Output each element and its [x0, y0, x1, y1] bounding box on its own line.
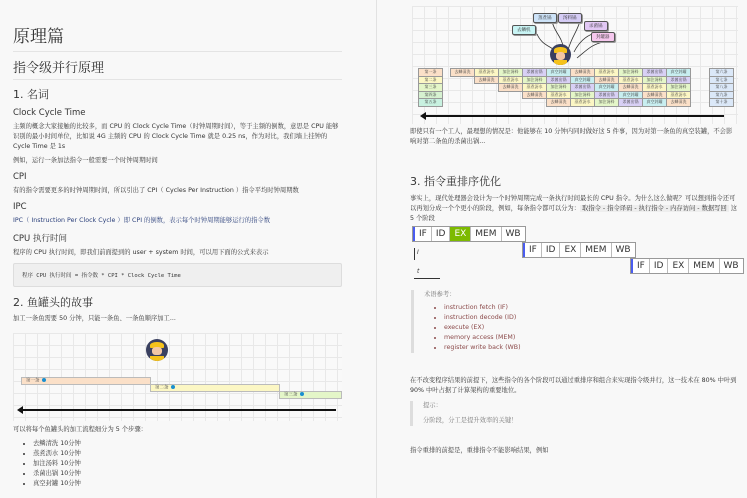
heading-ipc: IPC	[13, 202, 27, 212]
list-item: • 真空封罐 10分钟	[33, 479, 342, 489]
mindmap-node: 封罐器	[591, 32, 615, 42]
fish-label: 第六条	[710, 69, 734, 77]
sequential-diagram	[13, 333, 342, 421]
stage-mem: MEM	[581, 243, 611, 257]
steps-section	[13, 425, 342, 489]
stage-cell	[475, 91, 499, 99]
stage-id: ID	[542, 243, 561, 257]
fish-label: 第三条	[419, 84, 443, 92]
paragraph: 在不改变程序结果的前提下，这些指令的各个阶段可以通过重排序和组合来实现指令级并行，这一技术在 80% 中叶到 90% 中叶占据了计算架构的重要地位。	[410, 377, 737, 394]
pipeline-fish-diagram	[412, 6, 738, 124]
stage-cell	[499, 99, 523, 107]
terms-blockquote	[411, 290, 731, 353]
pipeline-stage-table	[450, 68, 691, 107]
paragraph: 即使只有一个工人，最理想的情况是：他能够在 10 分钟内同时做好这 5 件事，因为对第一条鱼的真空装罐，不会影响对第二条鱼的杀菌出锅...	[410, 128, 733, 145]
arrow-head-icon	[420, 112, 426, 120]
stage-cell: 加注汤料	[595, 99, 619, 107]
list-item: • 蒸煮沥水 10分钟	[33, 449, 342, 459]
info-icon	[300, 392, 304, 396]
stage-cell: 蒸煮沥水	[619, 76, 643, 84]
stage-cell: 蒸煮沥水	[523, 84, 547, 92]
stage-wb: WB	[612, 243, 635, 257]
fish-label: 第一条	[419, 69, 443, 77]
stage-cell: 蒸煮沥水	[547, 91, 571, 99]
stage-ex: EX	[668, 259, 689, 273]
stage-cell: 去鳞清洗	[499, 84, 523, 92]
right-content-2	[410, 376, 738, 456]
list-item: • 杀菌出锅 10分钟	[33, 469, 342, 479]
heading-fish-story: 2. 鱼罐头的故事	[13, 296, 93, 309]
left-page	[13, 22, 342, 324]
stage-if: IF	[415, 227, 432, 241]
heading-terms: 1. 名词	[13, 88, 49, 101]
stage-cell: 杀菌出锅	[595, 91, 619, 99]
paragraph: 指令重排的前提是，重排指令不能影响结果，例如	[410, 447, 549, 454]
axis-label-t: t	[417, 268, 420, 275]
page-title: 原理篇	[13, 27, 64, 47]
paragraph: 主频的概念大家接触的比较多，而 CPU 的 Clock Cycle Time（时钟周期时间），等于主频的倒数，意思是 CPU 能够识别的最小时间单位，比如说 4G 主频的 CPU 的 Clock Cycle Time 就是 0.25 ns，作为对比，我们墙上挂钟的 Cycle Time 是 1s	[13, 123, 339, 150]
stage-cell: 加注汤料	[547, 84, 571, 92]
stage-cell: 去鳞清洗	[523, 91, 547, 99]
mindmap-node: 去鳞机	[512, 25, 536, 35]
fish-labels-left	[418, 68, 443, 107]
steps-list	[13, 439, 342, 489]
stage-cell	[451, 76, 475, 84]
stage-cell: 去鳞清洗	[619, 84, 643, 92]
heading-reorder: 3. 指令重排序优化	[410, 175, 501, 188]
info-icon	[171, 385, 175, 389]
terms-title: 术语参考：	[424, 291, 456, 298]
stage-cell: 蒸煮沥水	[499, 76, 523, 84]
paragraph: 可以将每个鱼罐头的加工流程细分为 5 个步骤：	[13, 426, 147, 433]
code-block: 程序 CPU 执行时间 = 指令数 * CPI * Clock Cycle Time	[13, 263, 342, 287]
fish-bar: 第二条	[150, 384, 280, 392]
stage-cell: 加注汤料	[523, 76, 547, 84]
stage-cell: 去鳞清洗	[547, 99, 571, 107]
list-item: • 去鳞清洗 10分钟	[33, 439, 342, 449]
fish-label: 第十条	[710, 99, 734, 107]
stage-cell: 杀菌出锅	[619, 99, 643, 107]
stage-cell	[523, 99, 547, 107]
stage-mem: MEM	[689, 259, 719, 273]
stage-cell: 加注汤料	[499, 69, 523, 77]
heading-cpu-time: CPU 执行时间	[13, 234, 67, 244]
paragraph: 有的指令需要更多的时钟周期时间，所以引出了 CPI（ Cycles Per Instruction ）指令平均时钟周期数	[13, 187, 299, 194]
stage-cell: 蒸煮沥水	[667, 91, 691, 99]
list-item: • instruction decode (ID)	[444, 313, 731, 323]
worker-avatar	[146, 339, 168, 361]
stage-id: ID	[650, 259, 669, 273]
pipeline-row	[412, 226, 526, 242]
stage-cell: 真空封罐	[547, 69, 571, 77]
stage-cell: 蒸煮沥水	[643, 84, 667, 92]
fish-bar: 第三条	[279, 391, 342, 399]
stage-cell: 蒸煮沥水	[475, 69, 499, 77]
stage-cell: 真空封罐	[571, 76, 595, 84]
fish-label: 第五条	[419, 99, 443, 107]
stage-cell	[451, 91, 475, 99]
stage-wb: WB	[720, 259, 743, 273]
fish-label: 第二条	[419, 76, 443, 84]
axis-label-i: I	[417, 249, 419, 256]
worker-avatar	[550, 44, 571, 65]
stage-cell: 去鳞清洗	[571, 69, 595, 77]
stage-cell: 加注汤料	[667, 84, 691, 92]
mindmap-node: 汤料锅	[558, 13, 582, 23]
inline-code: 取指令 - 指令译码 - 执行指令 - 内存访问 - 数据写回	[582, 205, 727, 212]
fish-bar: 第一条	[21, 377, 151, 385]
stage-ex: EX	[450, 227, 471, 241]
tip-blockquote	[410, 401, 738, 426]
pipeline-row	[630, 258, 744, 274]
fish-label: 第九条	[710, 91, 734, 99]
heading-cpi: CPI	[13, 172, 27, 182]
stage-cell: 真空封罐	[595, 84, 619, 92]
stage-mem: MEM	[471, 227, 501, 241]
stage-cell: 去鳞清洗	[475, 76, 499, 84]
stage-cell: 杀菌出锅	[667, 76, 691, 84]
info-icon	[42, 378, 46, 382]
tip-text: 分阶段，分工是提升效率的关键！	[423, 417, 518, 424]
stage-cell	[451, 99, 475, 107]
stage-cell: 加注汤料	[643, 76, 667, 84]
list-item: • memory access (MEM)	[444, 333, 731, 343]
list-item: • register write back (WB)	[444, 343, 731, 353]
tip-title: 提示：	[423, 402, 442, 409]
stage-cell: 真空封罐	[643, 99, 667, 107]
paragraph: IPC（ Instruction Per Clock Cycle ）即 CPI 的倒数，表示每个时钟周期能够运行的指令数	[13, 217, 270, 224]
stage-cell: 真空封罐	[667, 69, 691, 77]
fish-labels-right	[709, 68, 734, 107]
stage-cell: 加注汤料	[619, 69, 643, 77]
fish-label: 第八条	[710, 84, 734, 92]
terms-list	[424, 303, 731, 353]
stage-if: IF	[633, 259, 650, 273]
stage-cell: 加注汤料	[571, 91, 595, 99]
timeline-arrow	[424, 115, 724, 117]
paragraph: 事实上，现代处理器会设计为一个时钟周期完成一条执行时间最长的 CPU 指令。为什么这么做呢？可以想到指令还可以再划分成一个个更小的阶段，例如，每条指令都可以分为： 取指令 - 指令译码 - 执行指令 - 内存访问 - 数据写回 这 5 个阶段	[410, 195, 738, 222]
fish-label: 第七条	[710, 76, 734, 84]
instruction-pipeline	[412, 226, 742, 282]
stage-cell: 去鳞清洗	[451, 69, 475, 77]
timeline-arrow	[20, 409, 336, 411]
down-arrow-icon	[414, 248, 415, 260]
stage-cell	[475, 84, 499, 92]
list-item: • 加注汤料 10分钟	[33, 459, 342, 469]
divider	[13, 79, 342, 80]
right-arrow-icon	[414, 278, 440, 279]
stage-cell: 去鳞清洗	[643, 91, 667, 99]
stage-cell	[475, 99, 499, 107]
paragraph: 程序的 CPU 执行时间，即我们前面提到的 user + system 时间，可以用下面的公式来表示	[13, 249, 269, 256]
stage-cell	[499, 91, 523, 99]
stage-cell: 蒸煮沥水	[595, 69, 619, 77]
stage-ex: EX	[560, 243, 581, 257]
mindmap-node: 蒸煮锅	[533, 13, 557, 23]
list-item: • instruction fetch (IF)	[444, 303, 731, 313]
stage-cell: 杀菌出锅	[523, 69, 547, 77]
arrow-head-icon	[17, 406, 23, 414]
list-item: • execute (EX)	[444, 323, 731, 333]
page-divider	[376, 0, 377, 498]
paragraph: 加工一条鱼需要 50 分钟，只能一条鱼、一条鱼顺序加工...	[13, 315, 176, 322]
stage-if: IF	[525, 243, 542, 257]
mindmap-node: 杀菌锅	[584, 21, 608, 31]
pipeline-row	[522, 242, 636, 258]
section-title: 指令级并行原理	[13, 61, 105, 76]
stage-cell	[451, 84, 475, 92]
fish-label: 第四条	[419, 91, 443, 99]
heading-clock-cycle-time: Clock Cycle Time	[13, 108, 86, 118]
divider	[13, 51, 342, 52]
paragraph: 例如，运行一条加法指令一般需要一个时钟周期时间	[13, 157, 158, 164]
stage-cell: 杀菌出锅	[547, 76, 571, 84]
stage-cell: 真空封罐	[619, 91, 643, 99]
right-content	[410, 127, 738, 224]
stage-wb: WB	[502, 227, 525, 241]
stage-cell: 蒸煮沥水	[571, 99, 595, 107]
stage-id: ID	[432, 227, 451, 241]
stage-cell: 杀菌出锅	[643, 69, 667, 77]
stage-cell: 杀菌出锅	[571, 84, 595, 92]
stage-cell: 去鳞清洗	[595, 76, 619, 84]
stage-cell: 去鳞清洗	[667, 99, 691, 107]
